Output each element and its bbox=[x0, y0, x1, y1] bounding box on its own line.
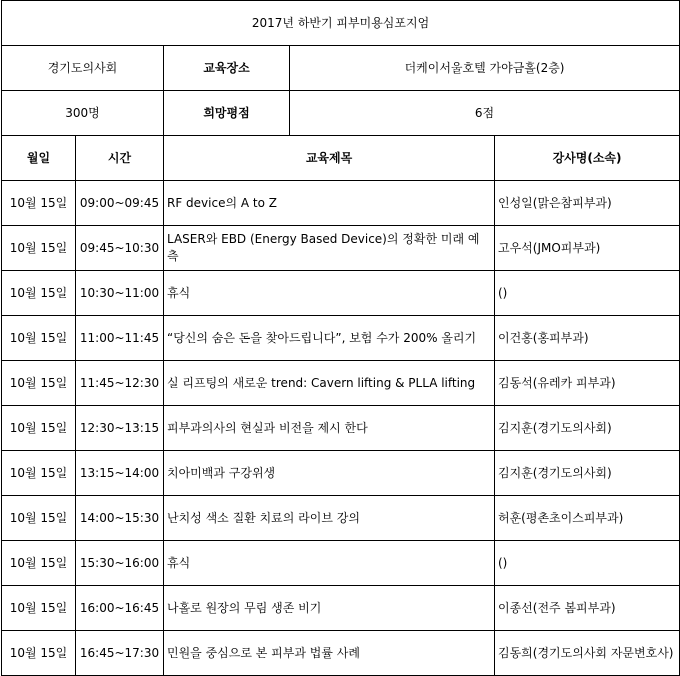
capacity-cell: 300명 bbox=[2, 91, 164, 136]
subject-cell: LASER와 EBD (Energy Based Device)의 정확한 미래 예측 bbox=[164, 226, 495, 271]
date-cell: 10월 15일 bbox=[2, 361, 76, 406]
subject-cell: 휴식 bbox=[164, 271, 495, 316]
date-cell: 10월 15일 bbox=[2, 406, 76, 451]
date-cell: 10월 15일 bbox=[2, 541, 76, 586]
time-cell: 11:45~12:30 bbox=[76, 361, 164, 406]
venue-value: 더케이서울호텔 가야금홀(2층) bbox=[290, 46, 680, 91]
lecturer-cell: 이건홍(홍피부과) bbox=[495, 316, 680, 361]
subject-cell: 휴식 bbox=[164, 541, 495, 586]
table-row bbox=[2, 316, 680, 361]
lecturer-cell: 허훈(평촌초이스피부과) bbox=[495, 496, 680, 541]
lecturer-cell: 인성일(맑은참피부과) bbox=[495, 181, 680, 226]
time-cell: 14:00~15:30 bbox=[76, 496, 164, 541]
schedule-table bbox=[1, 0, 680, 676]
time-cell: 16:45~17:30 bbox=[76, 631, 164, 676]
table-row bbox=[2, 451, 680, 496]
table-row bbox=[2, 631, 680, 676]
subject-cell: 난치성 색소 질환 치료의 라이브 강의 bbox=[164, 496, 495, 541]
points-label: 희망평점 bbox=[164, 91, 290, 136]
date-cell: 10월 15일 bbox=[2, 181, 76, 226]
time-cell: 09:00~09:45 bbox=[76, 181, 164, 226]
subject-cell: “당신의 숨은 돈을 찾아드립니다”, 보험 수가 200% 올리기 bbox=[164, 316, 495, 361]
date-cell: 10월 15일 bbox=[2, 586, 76, 631]
table-row bbox=[2, 361, 680, 406]
time-cell: 12:30~13:15 bbox=[76, 406, 164, 451]
time-cell: 16:00~16:45 bbox=[76, 586, 164, 631]
subject-cell: 나홀로 원장의 무림 생존 비기 bbox=[164, 586, 495, 631]
header-date: 월일 bbox=[2, 136, 76, 181]
subject-cell: 민원을 중심으로 본 피부과 법률 사례 bbox=[164, 631, 495, 676]
time-cell: 10:30~11:00 bbox=[76, 271, 164, 316]
page-title: 2017년 하반기 피부미용심포지엄 bbox=[2, 1, 680, 46]
time-cell: 11:00~11:45 bbox=[76, 316, 164, 361]
subject-cell: RF device의 A to Z bbox=[164, 181, 495, 226]
time-cell: 09:45~10:30 bbox=[76, 226, 164, 271]
subject-cell: 실 리프팅의 새로운 trend: Cavern lifting & PLLA lifting bbox=[164, 361, 495, 406]
date-cell: 10월 15일 bbox=[2, 496, 76, 541]
date-cell: 10월 15일 bbox=[2, 226, 76, 271]
table-row bbox=[2, 181, 680, 226]
table-row bbox=[2, 541, 680, 586]
lecturer-cell: 김동석(유레카 피부과) bbox=[495, 361, 680, 406]
date-cell: 10월 15일 bbox=[2, 316, 76, 361]
subject-cell: 치아미백과 구강위생 bbox=[164, 451, 495, 496]
venue-label: 교육장소 bbox=[164, 46, 290, 91]
organizer-cell: 경기도의사회 bbox=[2, 46, 164, 91]
subject-cell: 피부과의사의 현실과 비전을 제시 한다 bbox=[164, 406, 495, 451]
lecturer-cell: 김지훈(경기도의사회) bbox=[495, 406, 680, 451]
date-cell: 10월 15일 bbox=[2, 631, 76, 676]
date-cell: 10월 15일 bbox=[2, 451, 76, 496]
time-cell: 13:15~14:00 bbox=[76, 451, 164, 496]
table-row bbox=[2, 406, 680, 451]
lecturer-cell: () bbox=[495, 541, 680, 586]
time-cell: 15:30~16:00 bbox=[76, 541, 164, 586]
table-row bbox=[2, 271, 680, 316]
header-subject: 교육제목 bbox=[164, 136, 495, 181]
date-cell: 10월 15일 bbox=[2, 271, 76, 316]
table-row bbox=[2, 226, 680, 271]
lecturer-cell: 김지훈(경기도의사회) bbox=[495, 451, 680, 496]
lecturer-cell: 고우석(JMO피부과) bbox=[495, 226, 680, 271]
table-row bbox=[2, 496, 680, 541]
points-value: 6점 bbox=[290, 91, 680, 136]
schedule-rows bbox=[2, 181, 680, 676]
lecturer-cell: 이종선(전주 봄피부과) bbox=[495, 586, 680, 631]
header-lecturer: 강사명(소속) bbox=[495, 136, 680, 181]
lecturer-cell: () bbox=[495, 271, 680, 316]
table-row bbox=[2, 586, 680, 631]
header-time: 시간 bbox=[76, 136, 164, 181]
lecturer-cell: 김동희(경기도의사회 자문변호사) bbox=[495, 631, 680, 676]
